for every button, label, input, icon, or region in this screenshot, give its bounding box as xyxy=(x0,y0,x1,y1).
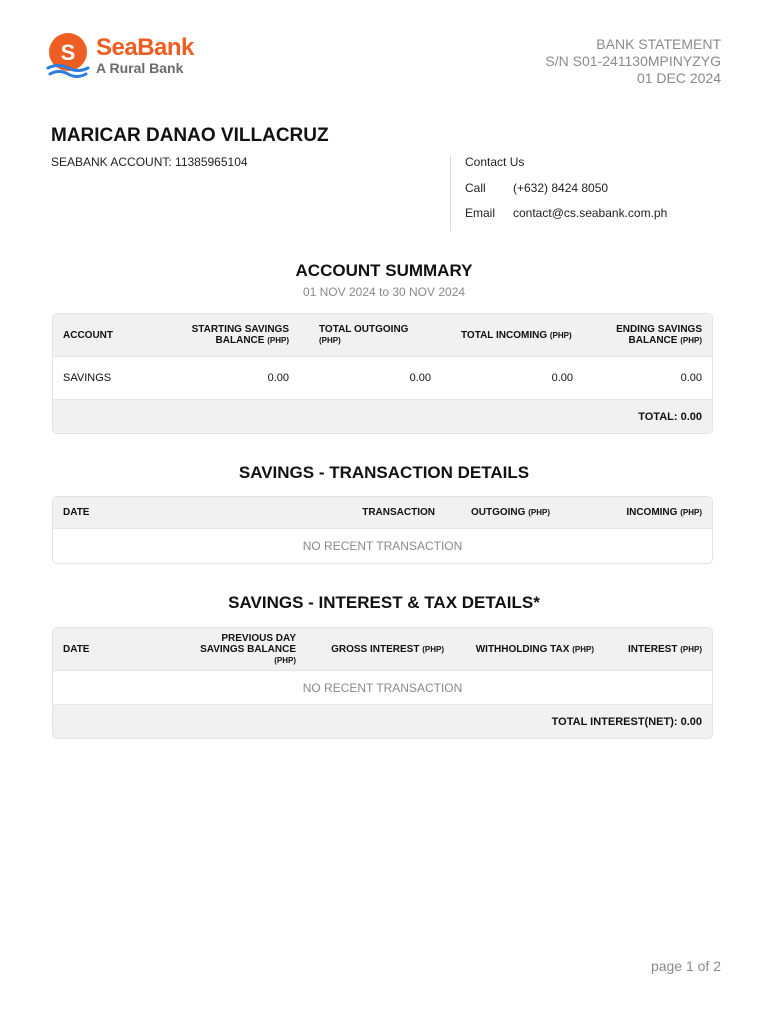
transaction-details-title: SAVINGS - TRANSACTION DETAILS xyxy=(238,463,530,482)
transaction-details-table xyxy=(52,496,713,564)
contact-email-label: Email xyxy=(465,206,496,220)
statement-info xyxy=(545,36,721,87)
logo-letter: S xyxy=(60,40,76,65)
summary-total: TOTAL: 0.00 xyxy=(638,410,702,423)
interest-empty-message: NO RECENT TRANSACTION xyxy=(302,680,463,695)
summary-col-starting: STARTING SAVINGS BALANCE (PHP) xyxy=(191,324,289,346)
summary-outgoing-cell: 0.00 xyxy=(409,372,431,384)
brand-subtitle: A Rural Bank xyxy=(96,60,184,76)
interest-col-interest: INTEREST (PHP) xyxy=(627,643,702,655)
interest-col-gross: GROSS INTEREST (PHP) xyxy=(331,643,444,655)
interest-details-table xyxy=(52,627,713,739)
account-summary-table xyxy=(52,313,713,434)
transaction-col-date: DATE xyxy=(63,507,90,518)
table-row xyxy=(53,357,712,400)
account-summary-title: ACCOUNT SUMMARY xyxy=(295,261,473,280)
interest-empty-row xyxy=(53,671,712,705)
brand-name: SeaBank xyxy=(96,34,194,61)
interest-col-date: DATE xyxy=(63,643,90,655)
transaction-empty-message: NO RECENT TRANSACTION xyxy=(302,539,463,553)
summary-total-row xyxy=(53,400,712,433)
transaction-col-incoming: INCOMING (PHP) xyxy=(626,507,702,518)
transaction-empty-row xyxy=(53,529,712,563)
seabank-logo-icon xyxy=(46,32,92,78)
statement-title: BANK STATEMENT xyxy=(596,36,721,52)
contact-call-value[interactable]: (+632) 8424 8050 xyxy=(513,181,609,195)
page-number: page 1 of 2 xyxy=(650,958,721,974)
contact-block xyxy=(465,155,667,231)
contact-divider xyxy=(450,155,451,231)
interest-total-row xyxy=(53,705,712,738)
customer-account: SEABANK ACCOUNT: 11385965104 xyxy=(51,155,248,169)
transaction-header-row xyxy=(53,497,712,529)
summary-ending-cell: 0.00 xyxy=(680,372,702,384)
summary-header-row xyxy=(53,314,712,357)
interest-header-row xyxy=(53,628,712,671)
contact-email-value[interactable]: contact@cs.seabank.com.ph xyxy=(513,206,668,220)
seabank-logo xyxy=(46,32,206,82)
transaction-col-outgoing: OUTGOING (PHP) xyxy=(470,507,550,518)
statement-date: 01 DEC 2024 xyxy=(636,70,721,86)
contact-call-label: Call xyxy=(465,181,486,195)
transaction-col-transaction: TRANSACTION xyxy=(362,507,435,518)
interest-col-withholding: WITHHOLDING TAX (PHP) xyxy=(475,643,594,655)
summary-col-incoming: TOTAL INCOMING (PHP) xyxy=(461,329,572,341)
contact-title: Contact Us xyxy=(465,155,525,169)
summary-starting-cell: 0.00 xyxy=(267,372,289,384)
statement-serial: S/N S01-241130MPINYZYG xyxy=(545,53,721,69)
interest-col-prev-balance: PREVIOUS DAY SAVINGS BALANCE (PHP) xyxy=(200,632,296,665)
summary-col-outgoing: TOTAL OUTGOING (PHP) xyxy=(319,324,409,345)
interest-details-title: SAVINGS - INTEREST & TAX DETAILS* xyxy=(228,593,540,612)
summary-incoming-cell: 0.00 xyxy=(551,372,573,384)
summary-col-ending: ENDING SAVINGS BALANCE (PHP) xyxy=(616,324,702,346)
account-summary-period: 01 NOV 2024 to 30 NOV 2024 xyxy=(302,285,466,299)
summary-col-account: ACCOUNT xyxy=(63,329,113,341)
contact-email-row xyxy=(465,206,667,231)
interest-total: TOTAL INTEREST(NET): 0.00 xyxy=(551,715,702,728)
contact-call-row xyxy=(465,181,667,206)
summary-account-cell: SAVINGS xyxy=(63,372,112,384)
customer-name: MARICAR DANAO VILLACRUZ xyxy=(51,125,329,146)
